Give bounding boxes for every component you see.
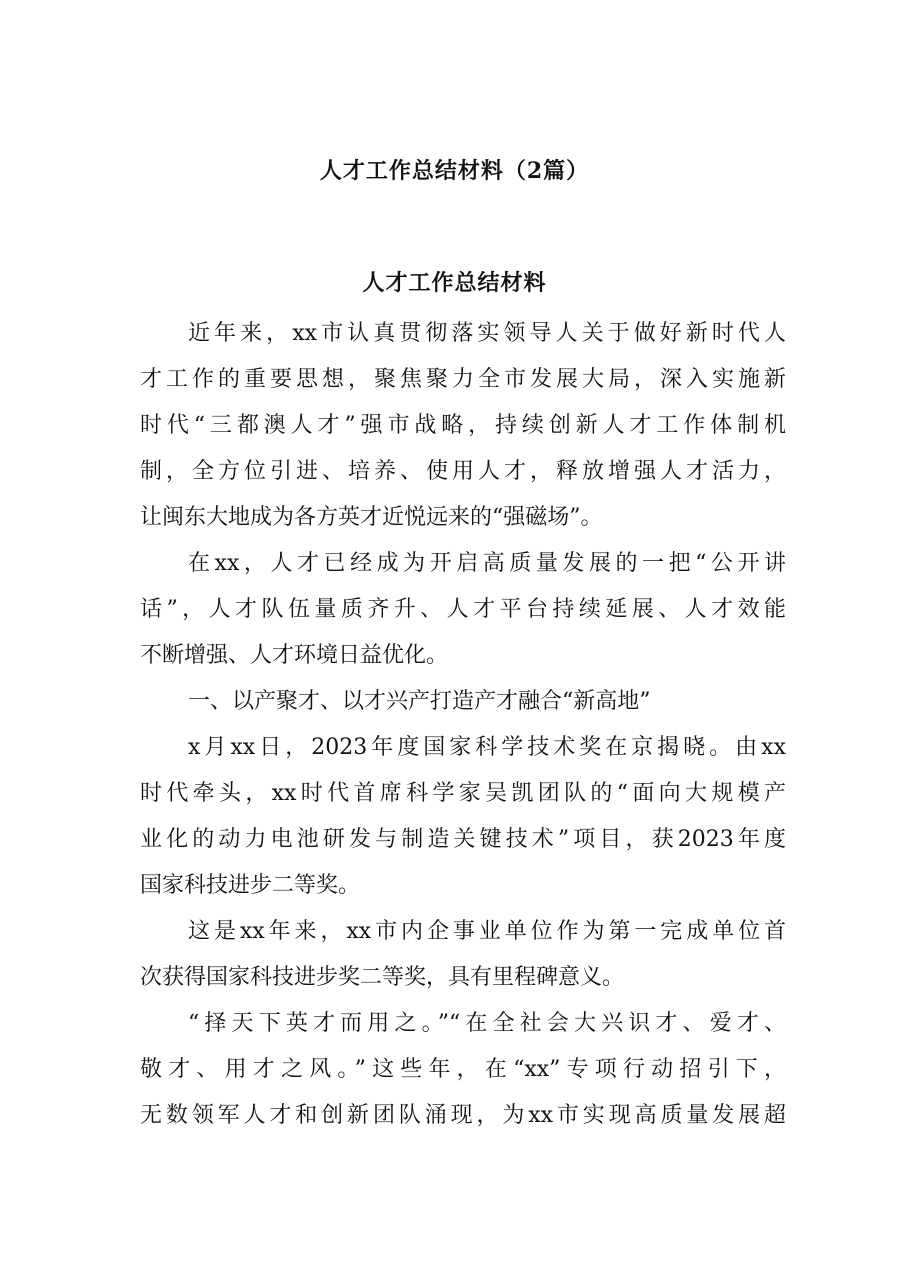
section-title: 人才工作总结材料 [362, 270, 547, 296]
paragraph-line: 不断增强、人才环境日益优化。 [140, 643, 449, 668]
paragraph-line: 在xx，人才已经成为开启高质量发展的一把“公开讲 [188, 551, 786, 576]
paragraph-line: 才工作的重要思想，聚焦聚力全市发展大局，深入实施新 [140, 367, 786, 392]
paragraph-line: 这是xx年来，xx市内企事业单位作为第一完成单位首 [188, 919, 786, 944]
paragraph-line: 时代牵头，xx时代首席科学家吴凯团队的“面向大规模产 [140, 781, 786, 806]
paragraph-line: 次获得国家科技进步奖二等奖，具有里程碑意义。 [140, 965, 625, 990]
paragraph-line: 无数领军人才和创新团队涌现，为xx市实现高质量发展超 [140, 1103, 786, 1128]
document-title: 人才工作总结材料（2篇） [319, 158, 590, 184]
paragraph-line: 近年来，xx市认真贯彻落实领导人关于做好新时代人 [188, 321, 786, 346]
paragraph-line: 敬才、用才之风。”这些年，在“xx”专项行动招引下， [140, 1057, 786, 1082]
paragraph-line: 时代“三都澳人才”强市战略，持续创新人才工作体制机 [140, 413, 786, 438]
paragraph-line: 国家科技进步二等奖。 [140, 873, 361, 898]
paragraph-line: 业化的动力电池研发与制造关键技术”项目，获2023年度 [140, 827, 786, 852]
paragraph-line: 让闽东大地成为各方英才近悦远来的“强磁场”。 [140, 505, 603, 530]
document-body [140, 311, 786, 1139]
paragraph-line: x月xx日，2023年度国家科学技术奖在京揭晓。由xx [188, 735, 786, 760]
subheading-line: 一、以产聚才、以才兴产打造产才融合“新高地” [188, 689, 651, 714]
paragraph-line: 制，全方位引进、培养、使用人才，释放增强人才活力， [140, 459, 786, 484]
paragraph-line: “择天下英才而用之。”“在全社会大兴识才、爱才、 [188, 1011, 786, 1036]
paragraph-line: 话”，人才队伍量质齐升、人才平台持续延展、人才效能 [140, 597, 786, 622]
